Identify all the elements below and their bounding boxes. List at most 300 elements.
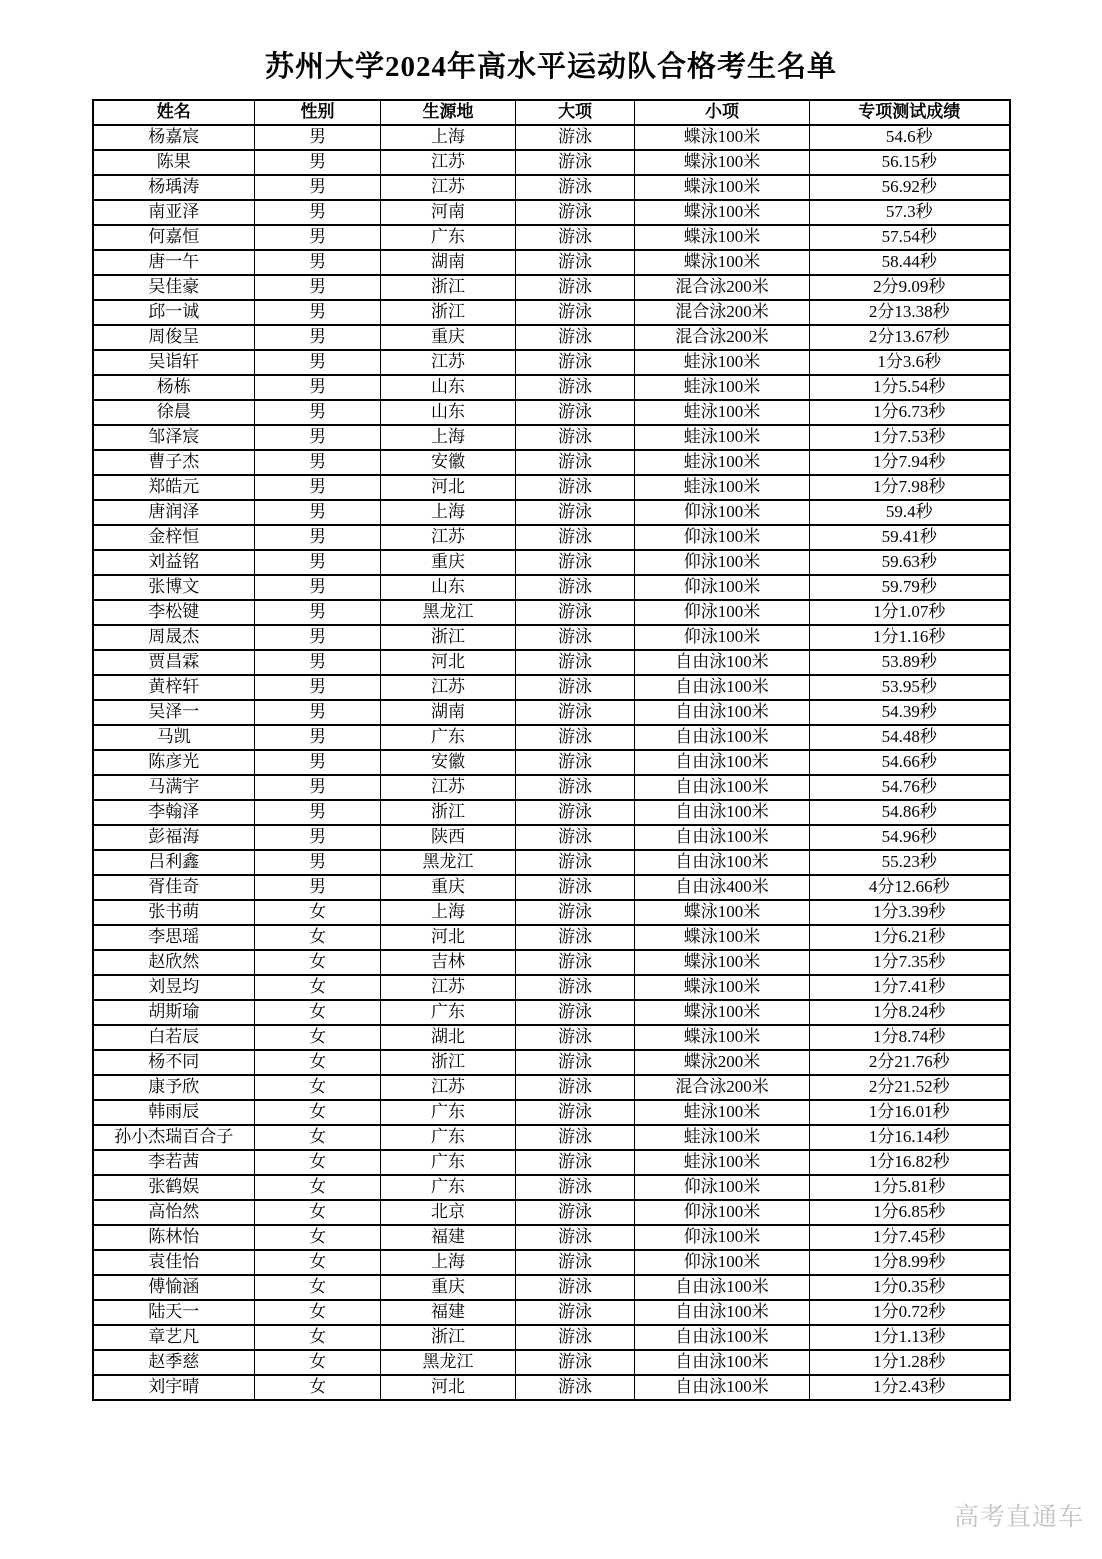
table-cell: 自由泳100米	[635, 1350, 810, 1375]
table-row	[93, 575, 1010, 600]
table-cell: 黑龙江	[381, 850, 516, 875]
table-cell: 女	[255, 1200, 381, 1225]
table-cell: 陕西	[381, 825, 516, 850]
table-cell: 4分12.66秒	[810, 875, 1010, 900]
table-cell: 游泳	[516, 1175, 635, 1200]
table-cell: 吴诣轩	[93, 350, 255, 375]
table-cell: 马凯	[93, 725, 255, 750]
table-cell: 广东	[381, 725, 516, 750]
table-cell: 刘宇晴	[93, 1375, 255, 1400]
table-cell: 59.4秒	[810, 500, 1010, 525]
table-cell: 广东	[381, 1125, 516, 1150]
table-cell: 黑龙江	[381, 1350, 516, 1375]
table-cell: 仰泳100米	[635, 1225, 810, 1250]
table-cell: 吉林	[381, 950, 516, 975]
table-cell: 1分7.41秒	[810, 975, 1010, 1000]
table-cell: 重庆	[381, 875, 516, 900]
table-cell: 男	[255, 125, 381, 150]
table-cell: 上海	[381, 125, 516, 150]
table-cell: 浙江	[381, 300, 516, 325]
table-cell: 女	[255, 1350, 381, 1375]
table-cell: 张博文	[93, 575, 255, 600]
table-cell: 蝶泳100米	[635, 1025, 810, 1050]
table-cell: 游泳	[516, 1000, 635, 1025]
table-cell: 游泳	[516, 400, 635, 425]
table-cell: 江苏	[381, 975, 516, 1000]
table-cell: 张书萌	[93, 900, 255, 925]
table-cell: 男	[255, 600, 381, 625]
table-row	[93, 450, 1010, 475]
table-cell: 河南	[381, 200, 516, 225]
table-cell: 蝶泳100米	[635, 900, 810, 925]
table-cell: 游泳	[516, 1225, 635, 1250]
table-cell: 吴佳豪	[93, 275, 255, 300]
table-cell: 2分13.67秒	[810, 325, 1010, 350]
table-cell: 男	[255, 450, 381, 475]
table-cell: 蝶泳100米	[635, 975, 810, 1000]
table-cell: 1分5.54秒	[810, 375, 1010, 400]
table-cell: 游泳	[516, 1300, 635, 1325]
table-cell: 广东	[381, 1000, 516, 1025]
table-row	[93, 375, 1010, 400]
table-cell: 章艺凡	[93, 1325, 255, 1350]
table-cell: 重庆	[381, 325, 516, 350]
table-cell: 邹泽宸	[93, 425, 255, 450]
table-cell: 游泳	[516, 225, 635, 250]
column-header: 专项测试成绩	[810, 100, 1010, 125]
table-cell: 男	[255, 175, 381, 200]
table-row	[93, 125, 1010, 150]
table-cell: 1分0.72秒	[810, 1300, 1010, 1325]
table-cell: 男	[255, 500, 381, 525]
table-cell: 杨嘉宸	[93, 125, 255, 150]
table-cell: 自由泳100米	[635, 800, 810, 825]
table-cell: 安徽	[381, 450, 516, 475]
table-cell: 女	[255, 1025, 381, 1050]
table-cell: 女	[255, 1125, 381, 1150]
table-cell: 男	[255, 225, 381, 250]
table-cell: 55.23秒	[810, 850, 1010, 875]
column-header: 小项	[635, 100, 810, 125]
table-cell: 蝶泳100米	[635, 925, 810, 950]
table-cell: 1分1.16秒	[810, 625, 1010, 650]
table-row	[93, 800, 1010, 825]
table-cell: 陆天一	[93, 1300, 255, 1325]
table-cell: 仰泳100米	[635, 1250, 810, 1275]
table-cell: 自由泳400米	[635, 875, 810, 900]
table-cell: 游泳	[516, 650, 635, 675]
table-cell: 仰泳100米	[635, 550, 810, 575]
table-cell: 游泳	[516, 1050, 635, 1075]
table-cell: 游泳	[516, 975, 635, 1000]
table-row	[93, 475, 1010, 500]
table-row	[93, 1225, 1010, 1250]
table-cell: 女	[255, 1000, 381, 1025]
table-cell: 蛙泳100米	[635, 425, 810, 450]
table-cell: 广东	[381, 1175, 516, 1200]
table-cell: 男	[255, 800, 381, 825]
candidates-table	[92, 99, 1011, 1401]
table-cell: 上海	[381, 900, 516, 925]
table-cell: 赵欣然	[93, 950, 255, 975]
table-cell: 游泳	[516, 325, 635, 350]
table-cell: 54.96秒	[810, 825, 1010, 850]
table-cell: 女	[255, 925, 381, 950]
table-cell: 仰泳100米	[635, 575, 810, 600]
table-cell: 李思瑶	[93, 925, 255, 950]
table-cell: 57.3秒	[810, 200, 1010, 225]
table-cell: 1分6.21秒	[810, 925, 1010, 950]
table-cell: 自由泳100米	[635, 825, 810, 850]
table-cell: 张鹤娱	[93, 1175, 255, 1200]
table-row	[93, 1350, 1010, 1375]
table-cell: 男	[255, 200, 381, 225]
table-cell: 男	[255, 325, 381, 350]
table-cell: 游泳	[516, 425, 635, 450]
table-cell: 蝶泳100米	[635, 225, 810, 250]
table-cell: 男	[255, 725, 381, 750]
table-cell: 2分13.38秒	[810, 300, 1010, 325]
table-cell: 山东	[381, 400, 516, 425]
table-cell: 男	[255, 850, 381, 875]
column-header: 性别	[255, 100, 381, 125]
table-cell: 游泳	[516, 475, 635, 500]
table-cell: 男	[255, 150, 381, 175]
table-cell: 刘益铭	[93, 550, 255, 575]
table-cell: 游泳	[516, 550, 635, 575]
table-cell: 女	[255, 1150, 381, 1175]
table-cell: 男	[255, 875, 381, 900]
table-cell: 马满宇	[93, 775, 255, 800]
table-cell: 2分21.76秒	[810, 1050, 1010, 1075]
table-cell: 蝶泳100米	[635, 200, 810, 225]
table-cell: 男	[255, 275, 381, 300]
table-cell: 游泳	[516, 150, 635, 175]
table-cell: 康予欣	[93, 1075, 255, 1100]
table-row	[93, 425, 1010, 450]
table-cell: 傅愉涵	[93, 1275, 255, 1300]
table-cell: 胥佳奇	[93, 875, 255, 900]
table-cell: 59.79秒	[810, 575, 1010, 600]
table-cell: 蝶泳100米	[635, 1000, 810, 1025]
table-row	[93, 225, 1010, 250]
table-row	[93, 325, 1010, 350]
table-cell: 蛙泳100米	[635, 1150, 810, 1175]
table-cell: 女	[255, 1250, 381, 1275]
table-row	[93, 350, 1010, 375]
column-header: 大项	[516, 100, 635, 125]
table-row	[93, 750, 1010, 775]
table-cell: 男	[255, 575, 381, 600]
table-cell: 浙江	[381, 800, 516, 825]
table-cell: 湖北	[381, 1025, 516, 1050]
table-cell: 江苏	[381, 1075, 516, 1100]
table-cell: 游泳	[516, 275, 635, 300]
table-cell: 浙江	[381, 275, 516, 300]
table-cell: 浙江	[381, 1050, 516, 1075]
table-cell: 仰泳100米	[635, 600, 810, 625]
table-cell: 1分5.81秒	[810, 1175, 1010, 1200]
table-cell: 北京	[381, 1200, 516, 1225]
table-cell: 女	[255, 1325, 381, 1350]
table-cell: 江苏	[381, 175, 516, 200]
table-cell: 54.76秒	[810, 775, 1010, 800]
table-cell: 56.15秒	[810, 150, 1010, 175]
table-cell: 赵季慈	[93, 1350, 255, 1375]
table-cell: 广东	[381, 1150, 516, 1175]
table-cell: 女	[255, 1100, 381, 1125]
table-cell: 自由泳100米	[635, 675, 810, 700]
table-cell: 游泳	[516, 1025, 635, 1050]
table-cell: 男	[255, 425, 381, 450]
table-cell: 唐一午	[93, 250, 255, 275]
table-cell: 游泳	[516, 1275, 635, 1300]
table-cell: 1分3.6秒	[810, 350, 1010, 375]
table-cell: 57.54秒	[810, 225, 1010, 250]
table-cell: 蛙泳100米	[635, 450, 810, 475]
table-cell: 刘昱均	[93, 975, 255, 1000]
table-cell: 男	[255, 825, 381, 850]
table-cell: 河北	[381, 650, 516, 675]
table-cell: 59.41秒	[810, 525, 1010, 550]
table-row	[93, 175, 1010, 200]
table-cell: 白若辰	[93, 1025, 255, 1050]
table-cell: 54.48秒	[810, 725, 1010, 750]
table-cell: 仰泳100米	[635, 1200, 810, 1225]
table-row	[93, 400, 1010, 425]
table-row	[93, 600, 1010, 625]
table-cell: 游泳	[516, 500, 635, 525]
table-cell: 1分2.43秒	[810, 1375, 1010, 1400]
table-cell: 韩雨辰	[93, 1100, 255, 1125]
table-cell: 湖南	[381, 700, 516, 725]
table-cell: 1分6.73秒	[810, 400, 1010, 425]
table-cell: 上海	[381, 425, 516, 450]
column-header: 姓名	[93, 100, 255, 125]
table-cell: 蝶泳100米	[635, 950, 810, 975]
table-row	[93, 1075, 1010, 1100]
table-cell: 曹子杰	[93, 450, 255, 475]
table-row	[93, 875, 1010, 900]
table-cell: 54.66秒	[810, 750, 1010, 775]
table-cell: 1分8.74秒	[810, 1025, 1010, 1050]
table-cell: 自由泳100米	[635, 1375, 810, 1400]
table-cell: 自由泳100米	[635, 750, 810, 775]
table-row	[93, 250, 1010, 275]
table-cell: 何嘉恒	[93, 225, 255, 250]
table-row	[93, 150, 1010, 175]
table-cell: 游泳	[516, 825, 635, 850]
table-cell: 仰泳100米	[635, 1175, 810, 1200]
table-cell: 山东	[381, 575, 516, 600]
table-cell: 游泳	[516, 950, 635, 975]
table-row	[93, 1325, 1010, 1350]
table-cell: 广东	[381, 1100, 516, 1125]
table-cell: 吴泽一	[93, 700, 255, 725]
table-cell: 江苏	[381, 675, 516, 700]
table-cell: 游泳	[516, 675, 635, 700]
table-row	[93, 1025, 1010, 1050]
table-cell: 广东	[381, 225, 516, 250]
table-cell: 1分3.39秒	[810, 900, 1010, 925]
table-cell: 彭福海	[93, 825, 255, 850]
table-row	[93, 950, 1010, 975]
table-cell: 男	[255, 700, 381, 725]
table-cell: 游泳	[516, 1125, 635, 1150]
table-cell: 女	[255, 1300, 381, 1325]
table-cell: 蝶泳100米	[635, 250, 810, 275]
table-cell: 福建	[381, 1300, 516, 1325]
table-cell: 浙江	[381, 625, 516, 650]
table-cell: 游泳	[516, 1250, 635, 1275]
table-cell: 1分16.14秒	[810, 1125, 1010, 1150]
table-row	[93, 500, 1010, 525]
table-cell: 黄梓轩	[93, 675, 255, 700]
table-cell: 游泳	[516, 200, 635, 225]
table-cell: 游泳	[516, 350, 635, 375]
table-row	[93, 200, 1010, 225]
table-cell: 53.95秒	[810, 675, 1010, 700]
table-cell: 女	[255, 1375, 381, 1400]
table-cell: 1分1.28秒	[810, 1350, 1010, 1375]
table-cell: 女	[255, 1175, 381, 1200]
table-cell: 孙小杰瑞百合子	[93, 1125, 255, 1150]
table-cell: 女	[255, 1225, 381, 1250]
table-cell: 游泳	[516, 850, 635, 875]
table-cell: 河北	[381, 925, 516, 950]
table-cell: 女	[255, 950, 381, 975]
table-cell: 1分7.35秒	[810, 950, 1010, 975]
table-row	[93, 925, 1010, 950]
table-row	[93, 650, 1010, 675]
table-row	[93, 1375, 1010, 1400]
table-cell: 56.92秒	[810, 175, 1010, 200]
table-cell: 男	[255, 550, 381, 575]
table-cell: 金梓恒	[93, 525, 255, 550]
table-cell: 湖南	[381, 250, 516, 275]
table-cell: 蝶泳100米	[635, 150, 810, 175]
table-cell: 游泳	[516, 750, 635, 775]
page-title: 苏州大学2024年高水平运动队合格考生名单	[264, 51, 837, 83]
table-cell: 53.89秒	[810, 650, 1010, 675]
table-row	[93, 550, 1010, 575]
table-cell: 1分7.94秒	[810, 450, 1010, 475]
table-cell: 蛙泳100米	[635, 475, 810, 500]
table-cell: 1分8.24秒	[810, 1000, 1010, 1025]
table-cell: 混合泳200米	[635, 275, 810, 300]
table-cell: 游泳	[516, 175, 635, 200]
table-cell: 男	[255, 675, 381, 700]
table-cell: 女	[255, 900, 381, 925]
table-cell: 男	[255, 775, 381, 800]
table-row	[93, 675, 1010, 700]
table-cell: 江苏	[381, 150, 516, 175]
table-cell: 江苏	[381, 775, 516, 800]
table-cell: 男	[255, 250, 381, 275]
table-cell: 男	[255, 350, 381, 375]
table-cell: 游泳	[516, 600, 635, 625]
table-cell: 袁佳怡	[93, 1250, 255, 1275]
table-cell: 自由泳100米	[635, 850, 810, 875]
table-cell: 徐晨	[93, 400, 255, 425]
table-cell: 游泳	[516, 375, 635, 400]
table-row	[93, 1300, 1010, 1325]
table-cell: 混合泳200米	[635, 1075, 810, 1100]
table-header-row	[93, 100, 1010, 125]
table-cell: 黑龙江	[381, 600, 516, 625]
table-cell: 女	[255, 975, 381, 1000]
table-cell: 1分16.01秒	[810, 1100, 1010, 1125]
table-row	[93, 725, 1010, 750]
table-cell: 蝶泳100米	[635, 175, 810, 200]
table-cell: 仰泳100米	[635, 625, 810, 650]
table-cell: 1分7.53秒	[810, 425, 1010, 450]
table-cell: 游泳	[516, 775, 635, 800]
watermark: 高考直通车	[953, 1503, 1084, 1531]
table-row	[93, 300, 1010, 325]
table-cell: 混合泳200米	[635, 325, 810, 350]
table-cell: 蛙泳100米	[635, 350, 810, 375]
table-cell: 游泳	[516, 800, 635, 825]
table-row	[93, 525, 1010, 550]
table-cell: 游泳	[516, 125, 635, 150]
table-cell: 重庆	[381, 550, 516, 575]
table-row	[93, 1050, 1010, 1075]
table-cell: 郑皓元	[93, 475, 255, 500]
table-cell: 男	[255, 625, 381, 650]
table-cell: 游泳	[516, 1075, 635, 1100]
table-cell: 胡斯瑜	[93, 1000, 255, 1025]
table-cell: 男	[255, 300, 381, 325]
table-cell: 女	[255, 1050, 381, 1075]
table-cell: 李翰泽	[93, 800, 255, 825]
table-cell: 游泳	[516, 1150, 635, 1175]
table-cell: 1分1.07秒	[810, 600, 1010, 625]
table-cell: 女	[255, 1075, 381, 1100]
table-cell: 贾昌霖	[93, 650, 255, 675]
table-cell: 自由泳100米	[635, 1300, 810, 1325]
table-cell: 1分7.45秒	[810, 1225, 1010, 1250]
table-cell: 54.86秒	[810, 800, 1010, 825]
table-cell: 游泳	[516, 1350, 635, 1375]
table-cell: 邱一诚	[93, 300, 255, 325]
table-cell: 54.6秒	[810, 125, 1010, 150]
table-row	[93, 1150, 1010, 1175]
table-row	[93, 700, 1010, 725]
table-cell: 蛙泳100米	[635, 375, 810, 400]
table-cell: 仰泳100米	[635, 500, 810, 525]
table-cell: 李松键	[93, 600, 255, 625]
table-cell: 自由泳100米	[635, 700, 810, 725]
table-cell: 李若茜	[93, 1150, 255, 1175]
table-cell: 蛙泳100米	[635, 400, 810, 425]
table-cell: 浙江	[381, 1325, 516, 1350]
table-row	[93, 1125, 1010, 1150]
table-cell: 游泳	[516, 1375, 635, 1400]
table-cell: 蛙泳100米	[635, 1125, 810, 1150]
table-cell: 1分16.82秒	[810, 1150, 1010, 1175]
table-cell: 江苏	[381, 350, 516, 375]
table-row	[93, 1175, 1010, 1200]
table-cell: 1分1.13秒	[810, 1325, 1010, 1350]
table-row	[93, 900, 1010, 925]
table-cell: 蝶泳100米	[635, 125, 810, 150]
table-cell: 蛙泳100米	[635, 1100, 810, 1125]
table-cell: 1分7.98秒	[810, 475, 1010, 500]
table-cell: 重庆	[381, 1275, 516, 1300]
table-cell: 陈林怡	[93, 1225, 255, 1250]
table-cell: 自由泳100米	[635, 775, 810, 800]
